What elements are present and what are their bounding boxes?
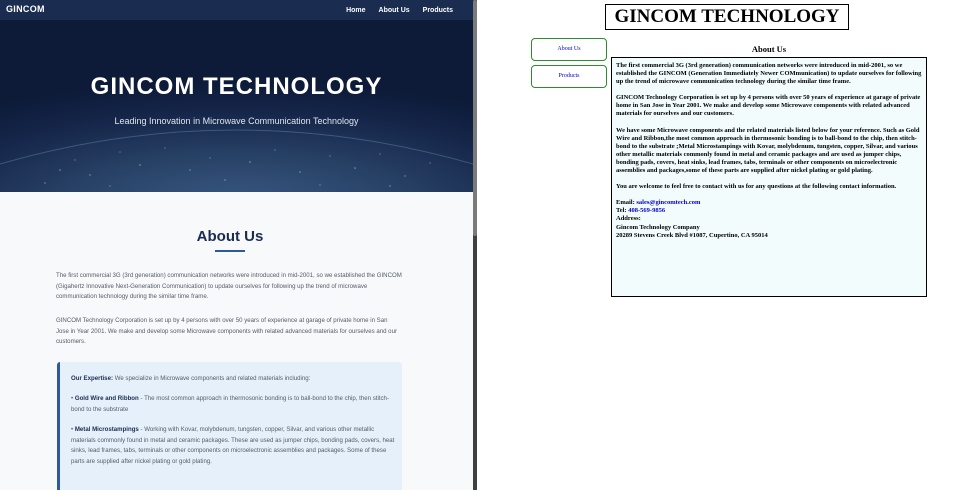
about-paragraph-2: GINCOM Technology Corporation is set up by 4 persons with over 50 years of experience at garage of private home in San Jose in Year 2001. We make and develop some Microwave components with related advanced materials for ourselves and our customers. xyxy=(56,317,397,345)
contact-email xyxy=(616,199,922,207)
about-heading: About Us xyxy=(196,228,264,245)
nav-about-link[interactable]: About Us xyxy=(378,6,410,14)
expertise-intro-text: We specialize in Microwave components and related materials including: xyxy=(113,375,311,382)
expertise-item-metal: • Metal Microstampings - Working with Kovar, molybdenum, tungsten, copper, Silvar, and various other metallic materials commonly found in metal and ceramic packages. These are used as jumper chips, bonding pads, covers, heat sinks, lead frames, tabs, terminals or other components on microelectronic assemblies and packages. Some of these parts are supplied after nickel plating or gold plating. xyxy=(71,426,395,465)
nav-products-link[interactable]: Products xyxy=(422,6,453,14)
tel-link[interactable]: 408-569-9856 xyxy=(628,207,666,215)
hero-title: GINCOM TECHNOLOGY xyxy=(90,73,383,100)
legacy-title: GINCOM TECHNOLOGY xyxy=(605,4,849,30)
about-section xyxy=(0,192,473,490)
contact-tel xyxy=(616,207,922,215)
earth-lights-background xyxy=(0,20,473,192)
hero-banner xyxy=(0,20,473,192)
heading-underline xyxy=(215,250,245,252)
brand-logo[interactable]: GINCOM xyxy=(6,4,45,14)
email-label: Email: xyxy=(616,199,637,207)
legacy-about-heading: About Us xyxy=(751,44,787,54)
gold-wire-text: - The most common approach in thermosonic bonding is to ball-bond to the chip, then stitch-bond to the substrate xyxy=(71,395,389,413)
modern-site-pane xyxy=(0,0,473,490)
about-us-button[interactable]: About Us xyxy=(531,38,607,61)
email-link[interactable]: sales@gincomtech.com xyxy=(636,199,701,207)
legacy-about-content xyxy=(611,57,927,297)
company-name: Gincom Technology Company xyxy=(616,223,700,231)
legacy-site-pane xyxy=(477,0,960,490)
legacy-paragraph-1: The first commercial 3G (3rd generation) communication networks were introduced in mid-2001, so we established the GINCOM (Generation Immediately Newer COMmunication) to update ourselves for following up the trend of microwave communication technology during the similar time frame. xyxy=(616,62,922,86)
expertise-intro xyxy=(71,374,397,385)
gold-wire-label: Gold Wire and Ribbon xyxy=(74,395,139,402)
hero-subtitle: Leading Innovation in Microwave Communication Technology xyxy=(114,116,359,126)
navbar xyxy=(0,0,473,20)
about-paragraph-1: The first commercial 3G (3rd generation) communication networks were introduced in mid-2001, so we established the GINCOM (Gigahertz Innovative Next-Generation Communication) to update ourselves for following up the trend of microwave communication technology during the similar time frame. xyxy=(56,272,402,300)
metal-microstampings-text: - Working with Kovar, molybdenum, tungsten, copper, Silvar, and various other metallic materials commonly found in metal and ceramic packages. These are used as jumper chips, bonding pads, covers, heat sinks, lead frames, tabs, terminals or other components on microelectronic assemblies and packages. Some of these parts are supplied after nickel plating or gold plating. xyxy=(71,426,395,465)
street-address: 20289 Stevens Creek Blvd #1087, Cupertino, CA 95014 xyxy=(616,231,768,239)
metal-microstampings-label: Metal Microstampings xyxy=(74,426,139,433)
legacy-paragraph-4: You are welcome to feel free to contact with us for any questions at the following contact information. xyxy=(616,183,897,191)
nav-home-link[interactable]: Home xyxy=(346,6,366,14)
legacy-paragraph-3: We have some Microwave components and the related materials listed below for your reference. Such as Gold Wire and Ribbon,the most common approach in thermosonic bonding is to ball-bond to the chip, then stitch-bond to the substrate ;Metal Microstampings with Kovar, molybdenum, tungsten, copper, Silvar, and various other metallic materials commonly found in metal and ceramic packages and are used as jumper chips, bonding pads, covers, heat sinks, lead frames, tabs, terminals or other components on microelectronic assemblies and packages,some of these parts are supplied after nickel plating or gold plating. xyxy=(616,126,920,175)
expertise-box xyxy=(57,362,402,490)
nav-links xyxy=(346,0,473,20)
tel-label: Tel: xyxy=(616,207,629,215)
legacy-paragraph-2: GINCOM Technology Corporation is set up by 4 persons with over 50 years of experience at garage of private home in San Jose in Year 2001. We make and develop some Microwave components with related advanced materials for ourselves and our customers. xyxy=(616,94,921,118)
expertise-item-gold: • Gold Wire and Ribbon - The most common approach in thermosonic bonding is to ball-bond to the chip, then stitch-bond to the substrate xyxy=(71,395,389,413)
address-label: Address: xyxy=(616,215,641,223)
products-button[interactable]: Products xyxy=(531,65,607,88)
expertise-label: Our Expertise: xyxy=(71,375,113,382)
